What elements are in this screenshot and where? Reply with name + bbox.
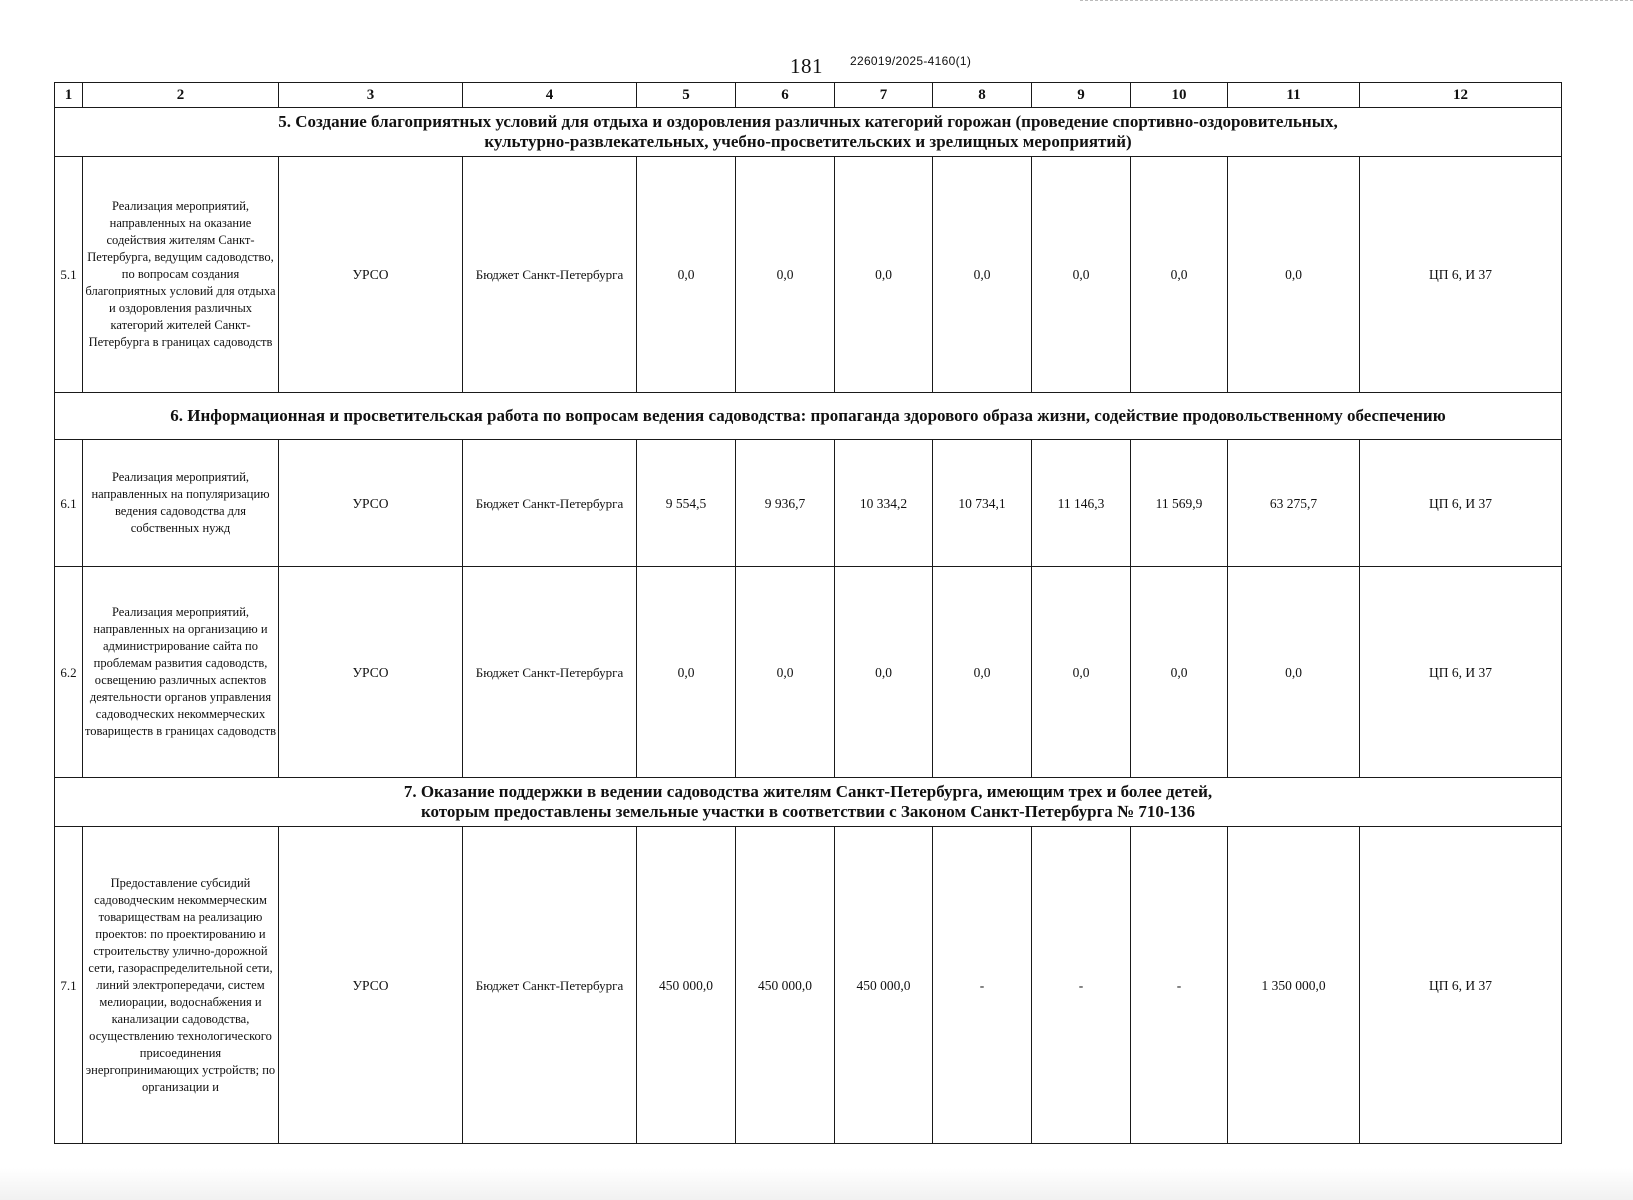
total-cell: 0,0 <box>1228 567 1360 778</box>
value-cell: 0,0 <box>835 157 933 393</box>
column-number: 3 <box>279 83 463 108</box>
value-cell: 0,0 <box>736 567 835 778</box>
row-number: 6.2 <box>55 567 83 778</box>
funding-source: Бюджет Санкт-Петербурга <box>463 567 637 778</box>
table-row <box>55 440 1562 567</box>
total-cell: 1 350 000,0 <box>1228 827 1360 1144</box>
column-number: 9 <box>1032 83 1131 108</box>
value-cell: 450 000,0 <box>835 827 933 1144</box>
column-number: 1 <box>55 83 83 108</box>
executor: УРСО <box>279 440 463 567</box>
table-row <box>55 157 1562 393</box>
column-number: 8 <box>933 83 1032 108</box>
scan-bottom-edge <box>0 1168 1633 1200</box>
measure-name: Реализация мероприятий, направленных на популяризацию ведения садоводства для собственных нужд <box>83 440 279 567</box>
column-number: 10 <box>1131 83 1228 108</box>
executor: УРСО <box>279 567 463 778</box>
column-number: 12 <box>1360 83 1562 108</box>
value-cell: - <box>1032 827 1131 1144</box>
value-cell: 0,0 <box>933 157 1032 393</box>
value-cell: 11 146,3 <box>1032 440 1131 567</box>
total-cell: 63 275,7 <box>1228 440 1360 567</box>
section-6-header <box>55 393 1562 440</box>
column-numbers-row <box>55 83 1562 108</box>
value-cell: 0,0 <box>933 567 1032 778</box>
value-cell: 9 554,5 <box>637 440 736 567</box>
section-title-line: 6. Информационная и просветительская работа по вопросам ведения садоводства: пропаганда здорового образа жизни, содействие продовольственному обеспечению <box>170 406 1446 425</box>
column-number: 4 <box>463 83 637 108</box>
funding-source: Бюджет Санкт-Петербурга <box>463 827 637 1144</box>
row-number: 7.1 <box>55 827 83 1144</box>
page-number: 181 <box>790 54 823 78</box>
table-row <box>55 827 1562 1144</box>
column-number: 6 <box>736 83 835 108</box>
section-title-line: культурно-развлекательных, учебно-просветительских и зрелищных мероприятий) <box>484 132 1132 151</box>
executor: УРСО <box>279 827 463 1144</box>
value-cell: 11 569,9 <box>1131 440 1228 567</box>
indicators-cell: ЦП 6, И 37 <box>1360 827 1562 1144</box>
indicators-cell: ЦП 6, И 37 <box>1360 157 1562 393</box>
value-cell: 0,0 <box>637 567 736 778</box>
document-registration-number: 226019/2025-4160(1) <box>850 54 972 68</box>
section-5-header <box>55 108 1562 157</box>
column-number: 2 <box>83 83 279 108</box>
section-title <box>55 108 1562 157</box>
table-row <box>55 567 1562 778</box>
value-cell: 0,0 <box>1032 157 1131 393</box>
measure-name: Предоставление субсидий садоводческим некоммерческим товариществам на реализацию проектов: по проектированию и строительству улично-дорожной сети, газораспределительной сети, линий электропередачи, систем мелиорации, водоснабжения и канализации садоводства, осуществлению технологического присоединения энергопринимающих устройств; по организации и <box>83 827 279 1144</box>
value-cell: 9 936,7 <box>736 440 835 567</box>
value-cell: 0,0 <box>1131 567 1228 778</box>
budget-table <box>54 82 1562 1144</box>
indicators-cell: ЦП 6, И 37 <box>1360 567 1562 778</box>
value-cell: 0,0 <box>1131 157 1228 393</box>
funding-source: Бюджет Санкт-Петербурга <box>463 157 637 393</box>
value-cell: 10 334,2 <box>835 440 933 567</box>
section-title <box>55 393 1562 440</box>
value-cell: 0,0 <box>736 157 835 393</box>
value-cell: - <box>1131 827 1228 1144</box>
value-cell: 450 000,0 <box>637 827 736 1144</box>
column-number: 5 <box>637 83 736 108</box>
value-cell: 450 000,0 <box>736 827 835 1144</box>
funding-source: Бюджет Санкт-Петербурга <box>463 440 637 567</box>
indicators-cell: ЦП 6, И 37 <box>1360 440 1562 567</box>
section-7-header <box>55 778 1562 827</box>
value-cell: 10 734,1 <box>933 440 1032 567</box>
section-title-line: которым предоставлены земельные участки в соответствии с Законом Санкт-Петербурга № 710-136 <box>420 802 1196 821</box>
measure-name: Реализация мероприятий, направленных на оказание содействия жителям Санкт-Петербурга, ведущим садоводство, по вопросам создания благоприятных условий для отдыха и оздоровления различных категорий жителей Санкт-Петербурга в границах садоводств <box>83 157 279 393</box>
column-number: 11 <box>1228 83 1360 108</box>
value-cell: 0,0 <box>835 567 933 778</box>
column-number: 7 <box>835 83 933 108</box>
value-cell: 0,0 <box>1032 567 1131 778</box>
scan-edge-mark <box>1080 0 1633 2</box>
total-cell: 0,0 <box>1228 157 1360 393</box>
row-number: 5.1 <box>55 157 83 393</box>
measure-name: Реализация мероприятий, направленных на организацию и администрирование сайта по проблемам развития садоводств, освещению различных аспектов деятельности органов управления садоводческих некоммерческих товариществ в границах садоводств <box>83 567 279 778</box>
section-title-line: 7. Оказание поддержки в ведении садоводства жителям Санкт-Петербурга, имеющим трех и более детей, <box>403 782 1213 801</box>
section-title-line: 5. Создание благоприятных условий для отдыха и оздоровления различных категорий горожан (проведение спортивно-оздоровительных, <box>278 112 1338 131</box>
row-number: 6.1 <box>55 440 83 567</box>
section-title <box>55 778 1562 827</box>
executor: УРСО <box>279 157 463 393</box>
value-cell: - <box>933 827 1032 1144</box>
value-cell: 0,0 <box>637 157 736 393</box>
